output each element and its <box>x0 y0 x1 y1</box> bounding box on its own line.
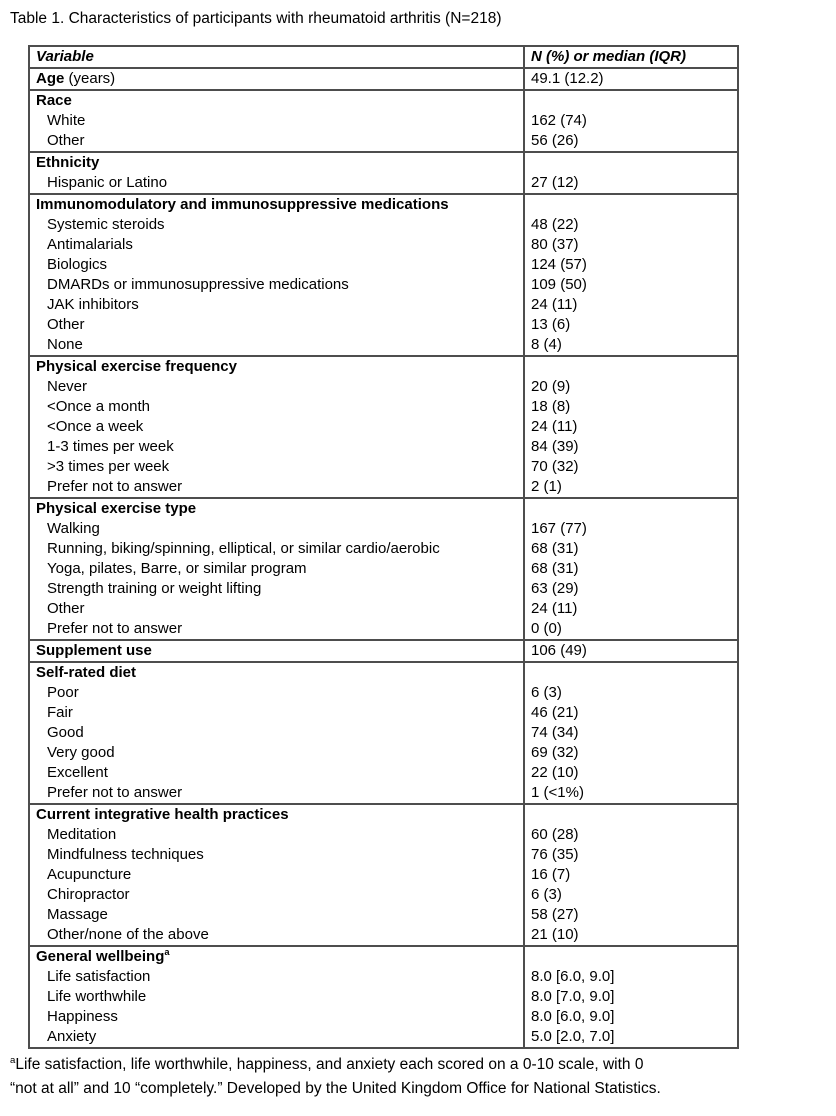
table-row <box>29 152 738 173</box>
row-value-cell: 27 (12) <box>531 174 579 191</box>
row-value-cell: 0 (0) <box>531 620 562 637</box>
row-value-cell: 68 (31) <box>531 560 579 577</box>
row-label-text: Other <box>47 600 85 617</box>
table-row <box>29 703 738 723</box>
row-value-cell: 56 (26) <box>531 132 579 149</box>
row-label-cell <box>29 1027 524 1048</box>
row-label-cell <box>29 723 524 743</box>
row-label-text: Acupuncture <box>47 866 132 883</box>
row-label-bold: Supplement use <box>36 642 152 659</box>
row-label-cell <box>29 131 524 152</box>
row-label-cell <box>29 498 524 519</box>
row-label-text: Biologics <box>47 256 108 273</box>
row-label-cell <box>29 335 524 356</box>
row-label-cell <box>29 477 524 498</box>
row-value-cell: 69 (32) <box>531 744 579 761</box>
table-group <box>29 946 738 1048</box>
row-value-cell: 60 (28) <box>531 826 579 843</box>
row-value-cell <box>524 356 738 377</box>
row-value-cell: 70 (32) <box>531 458 579 475</box>
row-label-text: Other <box>47 132 85 149</box>
table-row <box>29 845 738 865</box>
row-label-bold: Current integrative health practices <box>36 806 289 823</box>
row-label-text: Prefer not to answer <box>47 784 183 801</box>
table-row <box>29 763 738 783</box>
row-label-text: Chiropractor <box>47 886 130 903</box>
row-value-cell: 167 (77) <box>531 520 587 537</box>
table-row <box>29 885 738 905</box>
table-group <box>29 356 738 498</box>
row-label-cell <box>29 743 524 763</box>
row-label-text: Walking <box>47 520 100 537</box>
row-value-cell: 2 (1) <box>531 478 562 495</box>
row-label-text: Prefer not to answer <box>47 620 183 637</box>
row-label-cell <box>29 845 524 865</box>
row-label-text: <Once a month <box>47 398 150 415</box>
row-label-bold: Age <box>36 70 65 87</box>
row-label-cell <box>29 152 524 173</box>
table-row <box>29 579 738 599</box>
table-row <box>29 335 738 356</box>
table-row <box>29 315 738 335</box>
row-label-cell <box>29 377 524 397</box>
table-row <box>29 68 738 90</box>
footnote-line-1 <box>10 1053 834 1077</box>
row-value-cell: 8 (4) <box>531 336 562 353</box>
table-row <box>29 111 738 131</box>
row-label-cell <box>29 865 524 885</box>
row-label-bold: Physical exercise frequency <box>36 358 237 375</box>
footnote-superscript: a <box>10 1054 16 1066</box>
row-label-cell <box>29 579 524 599</box>
table-row <box>29 356 738 377</box>
row-label-text: Hispanic or Latino <box>47 174 168 191</box>
row-value-cell: 63 (29) <box>531 580 579 597</box>
row-label-cell <box>29 559 524 579</box>
table-group <box>29 68 738 90</box>
table-row <box>29 905 738 925</box>
row-label-text: Never <box>47 378 88 395</box>
row-value-cell <box>524 152 738 173</box>
row-label-cell <box>29 539 524 559</box>
row-value-cell: 5.0 [2.0, 7.0] <box>531 1028 615 1045</box>
row-value-cell <box>524 194 738 215</box>
row-value-cell: 162 (74) <box>531 112 587 129</box>
table-row <box>29 967 738 987</box>
table-row <box>29 723 738 743</box>
row-label-cell <box>29 457 524 477</box>
row-label-cell <box>29 356 524 377</box>
row-label-bold: Race <box>36 92 72 109</box>
table-row <box>29 599 738 619</box>
row-label-cell <box>29 783 524 804</box>
row-label-cell <box>29 885 524 905</box>
table-header <box>29 46 738 68</box>
row-value-cell: 24 (11) <box>531 418 578 435</box>
row-label-text: Life worthwhile <box>47 988 147 1005</box>
table-row <box>29 477 738 498</box>
row-label-text: Massage <box>47 906 108 923</box>
table-row <box>29 255 738 275</box>
table-row <box>29 397 738 417</box>
row-label-cell <box>29 683 524 703</box>
row-label-text: Other <box>47 316 85 333</box>
table-group <box>29 194 738 356</box>
table-row <box>29 925 738 946</box>
row-label-text: Meditation <box>47 826 117 843</box>
row-label-cell <box>29 215 524 235</box>
row-label-bold: Self-rated diet <box>36 664 137 681</box>
row-label-cell <box>29 173 524 194</box>
row-label-cell <box>29 619 524 640</box>
row-label-text: Mindfulness techniques <box>47 846 204 863</box>
table-row <box>29 275 738 295</box>
table-group <box>29 498 738 640</box>
row-value-cell: 58 (27) <box>531 906 579 923</box>
row-value-cell: 6 (3) <box>531 684 562 701</box>
row-label-text: Running, biking/spinning, elliptical, or similar cardio/aerobic <box>47 540 440 557</box>
row-label-cell <box>29 275 524 295</box>
table-row <box>29 498 738 519</box>
row-label-cell <box>29 946 524 967</box>
row-label-text: Strength training or weight lifting <box>47 580 262 597</box>
table-row <box>29 987 738 1007</box>
row-label-text: Antimalarials <box>47 236 133 253</box>
row-label-text: Poor <box>47 684 79 701</box>
row-value-cell: 24 (11) <box>531 296 578 313</box>
row-label-text: DMARDs or immunosuppressive medications <box>47 276 349 293</box>
column-header-value: N (%) or median (IQR) <box>524 46 738 68</box>
row-value-cell: 13 (6) <box>531 316 571 333</box>
row-value-cell <box>524 804 738 825</box>
row-value-cell <box>524 90 738 111</box>
row-value-cell: 8.0 [7.0, 9.0] <box>531 988 615 1005</box>
table-row <box>29 865 738 885</box>
row-value-cell: 8.0 [6.0, 9.0] <box>531 968 615 985</box>
row-value-cell: 124 (57) <box>531 256 587 273</box>
row-value-cell: 46 (21) <box>531 704 579 721</box>
table-row <box>29 640 738 662</box>
table-group <box>29 662 738 804</box>
table-row <box>29 825 738 845</box>
table-row <box>29 90 738 111</box>
row-value-cell: 76 (35) <box>531 846 579 863</box>
row-label-text: Other/none of the above <box>47 926 209 943</box>
row-label-text: Prefer not to answer <box>47 478 183 495</box>
row-value-cell <box>524 662 738 683</box>
table-row <box>29 519 738 539</box>
footnote-line-2: “not at all” and 10 “completely.” Developed by the United Kingdom Office for National Statistics. <box>10 1080 661 1097</box>
row-value-cell: 49.1 (12.2) <box>524 68 738 90</box>
table-row <box>29 619 738 640</box>
row-label-text: Life satisfaction <box>47 968 151 985</box>
row-label-cell <box>29 763 524 783</box>
table-row <box>29 437 738 457</box>
row-label-cell <box>29 925 524 946</box>
table-row <box>29 946 738 967</box>
row-label-bold: Physical exercise type <box>36 500 197 517</box>
row-label-text: Very good <box>47 744 115 761</box>
row-value-cell: 106 (49) <box>524 640 738 662</box>
row-label-cell <box>29 987 524 1007</box>
row-label-text: None <box>47 336 83 353</box>
row-label-cell <box>29 905 524 925</box>
row-label-cell <box>29 1007 524 1027</box>
row-label-text: Anxiety <box>47 1028 97 1045</box>
row-value-cell: 21 (10) <box>531 926 579 943</box>
table-row <box>29 235 738 255</box>
row-label-cell <box>29 519 524 539</box>
table-row <box>29 662 738 683</box>
table-row <box>29 295 738 315</box>
table-group <box>29 90 738 152</box>
row-label-cell <box>29 437 524 457</box>
table-row <box>29 173 738 194</box>
table-row <box>29 1007 738 1027</box>
row-value-cell: 16 (7) <box>531 866 571 883</box>
footnote-line-1-text: Life satisfaction, life worthwhile, happiness, and anxiety each scored on a 0-10 scale, with 0 <box>15 1056 644 1073</box>
row-label-cell <box>29 640 524 662</box>
row-label-superscript: a <box>164 947 170 957</box>
table-row <box>29 539 738 559</box>
row-label-text: Fair <box>47 704 73 721</box>
table-row <box>29 215 738 235</box>
table-row <box>29 559 738 579</box>
row-label-bold: Immunomodulatory and immunosuppressive medications <box>36 196 449 213</box>
row-label-cell <box>29 90 524 111</box>
table-row <box>29 743 738 763</box>
table-title: Table 1. Characteristics of participants with rheumatoid arthritis (N=218) <box>10 10 502 27</box>
row-label-cell <box>29 255 524 275</box>
row-value-cell: 22 (10) <box>531 764 579 781</box>
table-group <box>29 152 738 194</box>
row-value-cell: 1 (<1%) <box>531 784 584 801</box>
row-label-cell <box>29 662 524 683</box>
row-label-text: (years) <box>64 70 116 87</box>
table-row <box>29 683 738 703</box>
table-row <box>29 377 738 397</box>
row-value-cell: 8.0 [6.0, 9.0] <box>531 1008 615 1025</box>
row-label-cell <box>29 295 524 315</box>
row-label-cell <box>29 111 524 131</box>
row-label-text: Happiness <box>47 1008 118 1025</box>
table-row <box>29 783 738 804</box>
row-value-cell: 20 (9) <box>531 378 571 395</box>
row-label-cell <box>29 315 524 335</box>
table-row <box>29 417 738 437</box>
row-label-cell <box>29 417 524 437</box>
row-label-bold: General wellbeing <box>36 948 165 965</box>
row-value-cell: 18 (8) <box>531 398 571 415</box>
table-header-row <box>29 46 738 68</box>
row-label-text: 1-3 times per week <box>47 438 174 455</box>
row-value-cell: 74 (34) <box>531 724 579 741</box>
row-label-cell <box>29 68 524 90</box>
row-label-cell <box>29 804 524 825</box>
row-label-cell <box>29 967 524 987</box>
row-label-cell <box>29 599 524 619</box>
row-label-text: White <box>47 112 86 129</box>
table-row <box>29 131 738 152</box>
table-row <box>29 194 738 215</box>
row-value-cell: 24 (11) <box>531 600 578 617</box>
row-label-text: Yoga, pilates, Barre, or similar program <box>47 560 307 577</box>
table-row <box>29 804 738 825</box>
row-value-cell: 80 (37) <box>531 236 579 253</box>
row-label-text: JAK inhibitors <box>47 296 139 313</box>
row-value-cell: 109 (50) <box>531 276 587 293</box>
row-value-cell <box>524 498 738 519</box>
row-value-cell <box>524 946 738 967</box>
table-group <box>29 640 738 662</box>
column-header-variable: Variable <box>29 46 524 68</box>
row-value-cell: 84 (39) <box>531 438 579 455</box>
row-label-cell <box>29 235 524 255</box>
row-value-cell: 68 (31) <box>531 540 579 557</box>
table-row <box>29 457 738 477</box>
characteristics-table <box>28 45 739 1049</box>
row-label-cell <box>29 825 524 845</box>
row-label-text: >3 times per week <box>47 458 170 475</box>
row-label-text: <Once a week <box>47 418 144 435</box>
table-footnote <box>10 1053 834 1101</box>
row-label-text: Excellent <box>47 764 108 781</box>
row-label-bold: Ethnicity <box>36 154 100 171</box>
row-label-cell <box>29 703 524 723</box>
table-group <box>29 804 738 946</box>
row-label-text: Systemic steroids <box>47 216 165 233</box>
table-row <box>29 1027 738 1048</box>
row-label-cell <box>29 194 524 215</box>
row-value-cell: 6 (3) <box>531 886 562 903</box>
row-label-cell <box>29 397 524 417</box>
row-label-text: Good <box>47 724 84 741</box>
row-value-cell: 48 (22) <box>531 216 579 233</box>
